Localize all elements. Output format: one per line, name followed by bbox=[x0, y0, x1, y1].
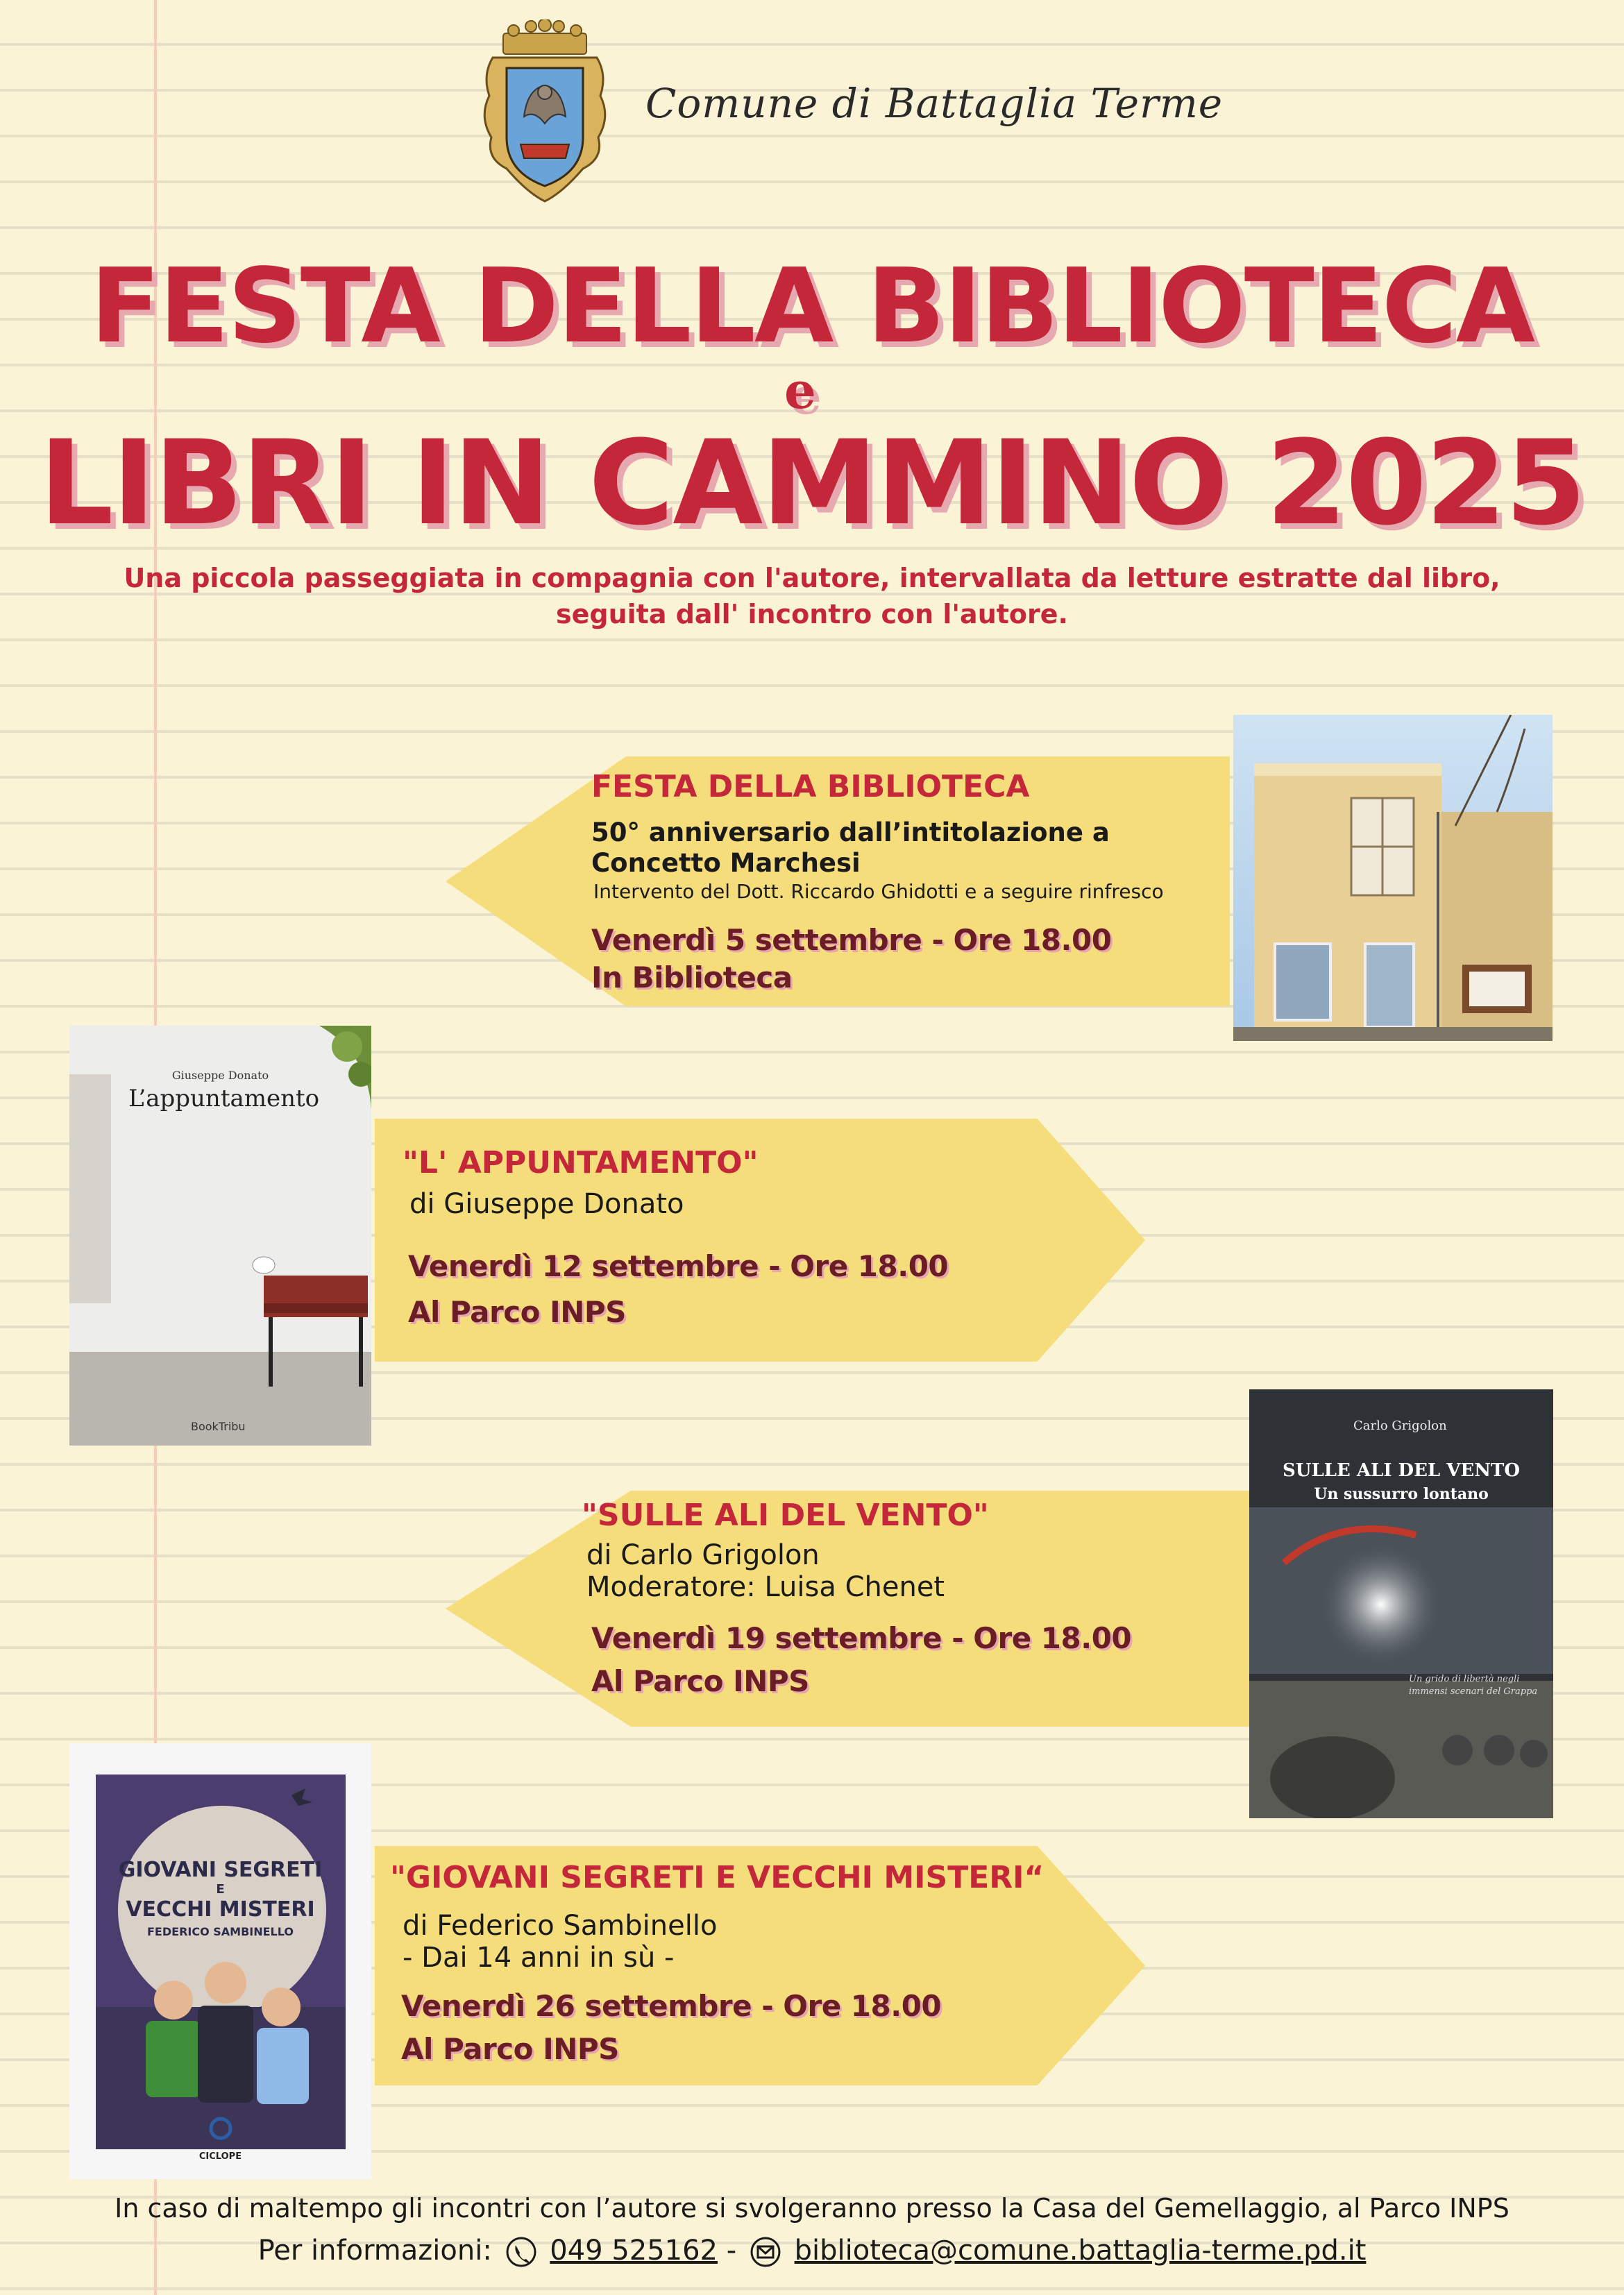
event3-line2: Moderatore: Luisa Chenet bbox=[586, 1571, 945, 1603]
event3-date: Venerdì 19 settembre - Ore 18.00 bbox=[591, 1621, 1132, 1655]
book3-title2: E bbox=[216, 1882, 225, 1897]
weather-note: In caso di maltempo gli incontri con l’autore si svolgeranno presso la Casa del Gemellaggio, al Parco INPS bbox=[115, 2193, 1509, 2224]
book3-title3: VECCHI MISTERI bbox=[126, 1897, 315, 1922]
municipal-crest-icon bbox=[479, 19, 611, 203]
intro-line1: Una piccola passeggiata in compagnia con l'autore, intervallata da letture estratte dal libro, bbox=[124, 563, 1500, 593]
event1-line2: Concetto Marchesi bbox=[591, 848, 861, 878]
phone-number-link[interactable]: 049 525162 bbox=[550, 2235, 718, 2267]
event4-date: Venerdì 26 settembre - Ore 18.00 bbox=[401, 1989, 942, 2023]
main-title-connector: e bbox=[784, 361, 815, 420]
info-label: Per informazioni: bbox=[257, 2235, 492, 2267]
event1-date: Venerdì 5 settembre - Ore 18.00 bbox=[591, 923, 1112, 957]
event4-title: "GIOVANI SEGRETI E VECCHI MISTERI“ bbox=[390, 1860, 1044, 1895]
main-title-line2: LIBRI IN CAMMINO 2025 bbox=[39, 415, 1585, 551]
book2-subtitle: Un sussurro lontano bbox=[1314, 1485, 1489, 1503]
book2-tagline2: immensi scenari del Grappa bbox=[1409, 1686, 1538, 1697]
book3-publisher: CICLOPE bbox=[198, 2151, 242, 2162]
book1-title: L’appuntamento bbox=[128, 1085, 320, 1112]
event2-date: Venerdì 12 settembre - Ore 18.00 bbox=[408, 1249, 949, 1283]
book2-author: Carlo Grigolon bbox=[1353, 1419, 1447, 1433]
event4-line2: - Dai 14 anni in sù - bbox=[403, 1942, 675, 1974]
book2-tagline1: Un grido di libertà negli bbox=[1409, 1674, 1520, 1684]
event3-title: "SULLE ALI DEL VENTO" bbox=[582, 1498, 989, 1533]
phone-icon bbox=[505, 2236, 537, 2268]
book-cover-lappuntamento bbox=[69, 1026, 371, 1446]
email-icon bbox=[750, 2236, 781, 2268]
event3-place: Al Parco INPS bbox=[591, 1664, 809, 1698]
intro-line2: seguita dall' incontro con l'autore. bbox=[556, 599, 1068, 629]
book-cover-giovani-segreti bbox=[69, 1743, 371, 2179]
event3-line1: di Carlo Grigolon bbox=[586, 1539, 820, 1571]
event1-line1: 50° anniversario dall’intitolazione a bbox=[591, 818, 1110, 847]
event1-place: In Biblioteca bbox=[591, 960, 793, 994]
book3-author: FEDERICO SAMBINELLO bbox=[147, 1925, 294, 1938]
event4-line1: di Federico Sambinello bbox=[403, 1910, 718, 1942]
book2-title: SULLE ALI DEL VENTO bbox=[1283, 1460, 1520, 1481]
event4-place: Al Parco INPS bbox=[401, 2032, 619, 2066]
book1-author: Giuseppe Donato bbox=[171, 1069, 269, 1082]
event2-place: Al Parco INPS bbox=[408, 1295, 626, 1329]
municipality-name: Comune di Battaglia Terme bbox=[645, 80, 1224, 127]
library-building-photo bbox=[1233, 715, 1553, 1041]
contact-info bbox=[0, 2235, 1624, 2268]
main-title-line1: FESTA DELLA BIBLIOTECA bbox=[90, 246, 1534, 366]
book1-publisher: BookTribu bbox=[191, 1420, 246, 1433]
book-cover-sulle-ali-del-vento bbox=[1249, 1389, 1553, 1818]
contact-separator: - bbox=[726, 2235, 737, 2267]
event2-title: "L' APPUNTAMENTO" bbox=[403, 1145, 759, 1180]
email-link[interactable]: biblioteca@comune.battaglia-terme.pd.it bbox=[794, 2235, 1367, 2267]
event1-title: FESTA DELLA BIBLIOTECA bbox=[591, 769, 1030, 804]
event1-note: Intervento del Dott. Riccardo Ghidotti e a seguire rinfresco bbox=[593, 880, 1164, 903]
event2-line1: di Giuseppe Donato bbox=[409, 1188, 684, 1220]
book3-title1: GIOVANI SEGRETI bbox=[118, 1858, 323, 1882]
